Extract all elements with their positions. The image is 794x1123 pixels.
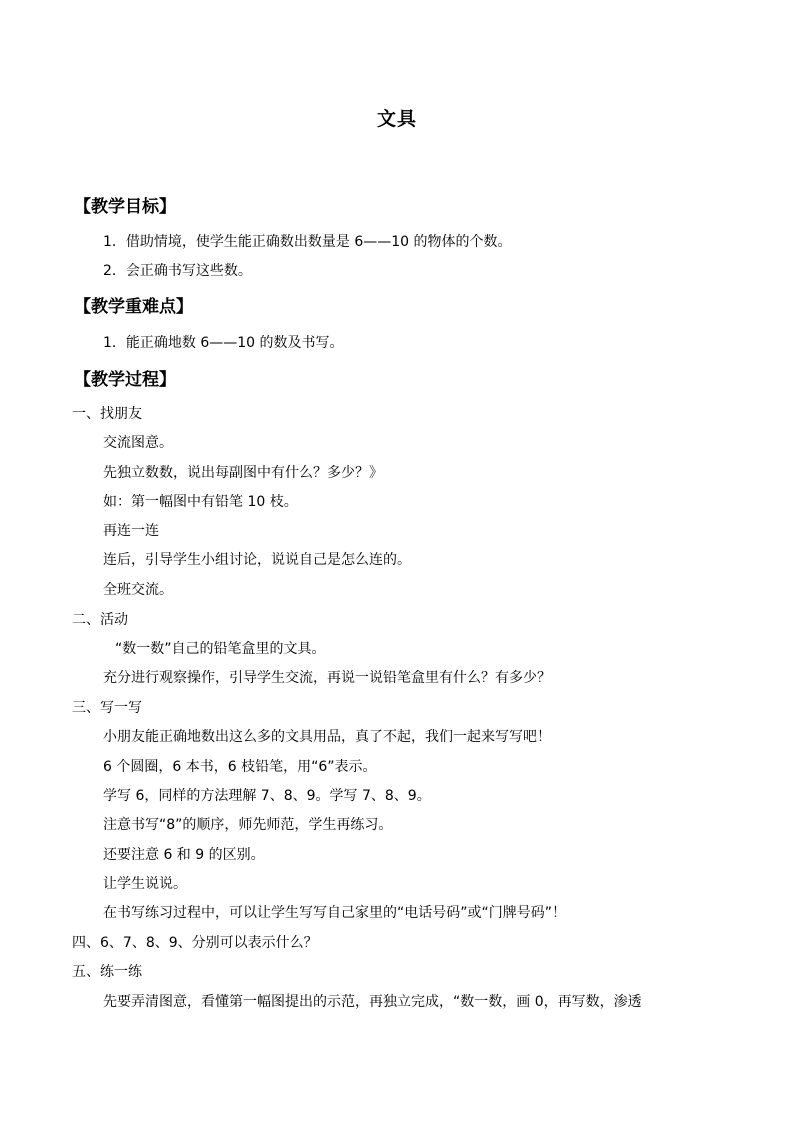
process-line: 连后，引导学生小组讨论，说说自己是怎么连的。 (103, 552, 411, 568)
goal-item-1: 1．借助情境，使学生能正确数出数量是 6——10 的物体的个数。 (103, 234, 512, 250)
process-section-2-title: 二、活动 (72, 612, 128, 628)
process-line: 让学生说说。 (103, 876, 187, 892)
process-line: 注意书写“8”的顺序，师先师范，学生再练习。 (103, 817, 393, 833)
heading-teaching-process: 【教学过程】 (74, 370, 176, 390)
document-title: 文具 (376, 108, 417, 130)
process-line: 如：第一幅图中有铅笔 10 枝。 (103, 494, 298, 510)
process-line: 小朋友能正确地数出这么多的文具用品，真了不起，我们一起来写写吧！ (103, 729, 551, 745)
process-section-4-title: 四、6、7、8、9、分别可以表示什么？ (72, 935, 318, 951)
heading-key-difficult-points: 【教学重难点】 (74, 297, 193, 317)
process-line: 还要注意 6 和 9 的区别。 (103, 847, 265, 863)
keypoint-item-1: 1．能正确地数 6——10 的数及书写。 (103, 335, 344, 351)
process-line: 在书写练习过程中，可以让学生写写自己家里的“电话号码”或“门牌号码”！ (103, 905, 567, 921)
goal-item-2: 2．会正确书写这些数。 (103, 263, 252, 279)
process-line: 先要弄清图意，看懂第一幅图提出的示范，再独立完成，“数一数，画 0，再写数，渗透 (103, 994, 642, 1010)
process-section-5-title: 五、练一练 (72, 964, 142, 980)
process-line: 交流图意。 (103, 435, 173, 451)
process-line: 6 个圆圈，6 本书，6 枝铅笔，用“6”表示。 (103, 759, 377, 775)
process-line: “数一数”自己的铅笔盒里的文具。 (115, 641, 326, 657)
process-section-1-title: 一、找朋友 (72, 406, 142, 422)
process-line: 全班交流。 (103, 582, 173, 598)
process-line: 学写 6，同样的方法理解 7、8、9。学写 7、8、9。 (103, 788, 431, 804)
heading-teaching-goals: 【教学目标】 (74, 197, 176, 217)
process-line: 再连一连 (103, 523, 159, 539)
process-line: 充分进行观察操作，引导学生交流，再说一说铅笔盒里有什么？有多少？ (103, 670, 551, 686)
process-line: 先独立数数，说出每副图中有什么？多少？》 (103, 465, 383, 481)
process-section-3-title: 三、写一写 (72, 700, 142, 716)
